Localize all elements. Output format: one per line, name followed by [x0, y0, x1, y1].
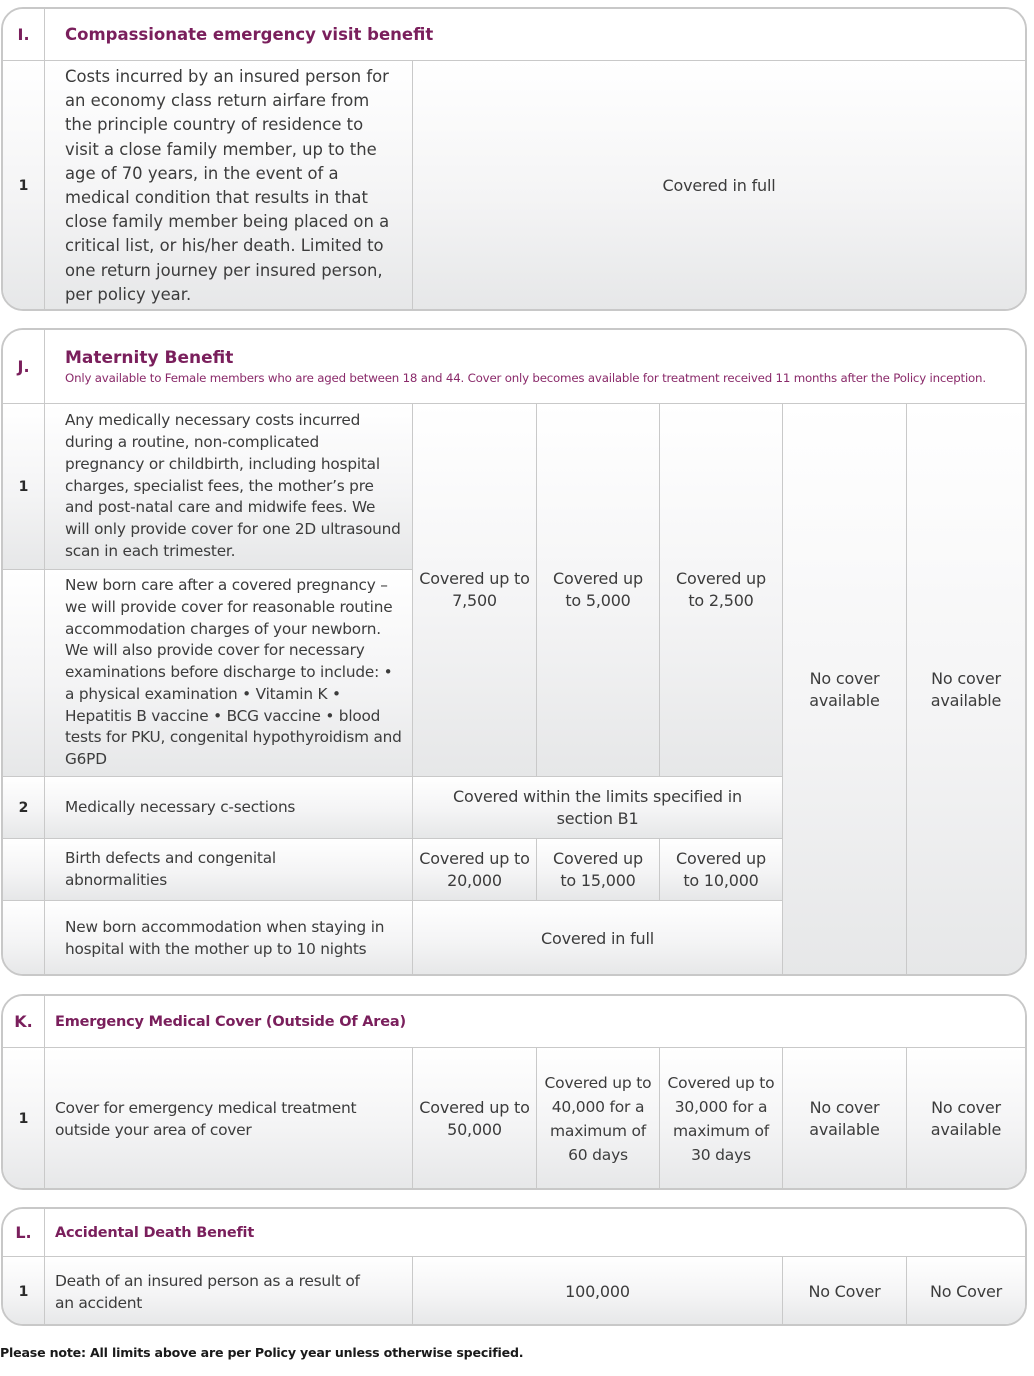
- benefit-value-plan-1: Covered up to 20,000: [413, 839, 537, 901]
- section-subtitle: Only available to Female members who are aged between 18 and 44. Cover only becomes available for treatment received 11 months after the Policy inception.: [65, 370, 986, 385]
- section-title: Maternity Benefit: [65, 347, 234, 368]
- row-number: 1: [3, 1048, 45, 1190]
- benefit-value-plan-1: Covered up to 50,000: [413, 1048, 537, 1190]
- section-title: Accidental Death Benefit: [55, 1224, 255, 1241]
- row-number: 1: [3, 1257, 45, 1326]
- section-letter: I.: [3, 9, 45, 61]
- benefit-value-plan-1: Covered up to 7,500: [413, 404, 537, 777]
- row-number: [3, 570, 45, 777]
- benefit-value-plan-2: Covered up to 5,000: [537, 404, 660, 777]
- section-i-table: [1, 7, 1027, 311]
- benefit-value-merged: Covered within the limits specified in section B1: [413, 777, 783, 839]
- benefit-value-plan-3: Covered up to 30,000 for a maximum of 30 days: [660, 1048, 783, 1190]
- section-letter: L.: [3, 1209, 45, 1257]
- benefit-value-plan-4: No cover available: [783, 1048, 907, 1190]
- section-l-table: [1, 1207, 1027, 1326]
- benefit-value-merged: 100,000: [413, 1257, 783, 1326]
- benefit-value-plan-4: No Cover: [783, 1257, 907, 1326]
- benefit-value-plan-5: No Cover: [907, 1257, 1025, 1326]
- benefit-value-plan-3: Covered up to 2,500: [660, 404, 783, 777]
- benefit-description: Any medically necessary costs incurred during a routine, non-complicated pregnancy or childbirth, including hospital charges, specialist fees, the mother’s pre and post-natal care and midwife fees. We will only provide cover for one 2D ultrasound scan in each trimester.: [45, 404, 413, 570]
- section-header: [45, 9, 1025, 61]
- section-header: [45, 330, 1025, 404]
- benefit-value-plan-4: No cover available: [783, 404, 907, 976]
- benefit-description: Death of an insured person as a result of an accident: [45, 1257, 413, 1326]
- row-number: [3, 901, 45, 976]
- row-number: 1: [3, 404, 45, 570]
- benefit-description: Medically necessary c-sections: [45, 777, 413, 839]
- section-j-table: [1, 328, 1027, 976]
- section-letter: K.: [3, 996, 45, 1048]
- benefit-value-plan-3: Covered up to 10,000: [660, 839, 783, 901]
- section-title: Emergency Medical Cover (Outside Of Area): [55, 1013, 406, 1030]
- footer-note: Please note: All limits above are per Policy year unless otherwise specified.: [0, 1345, 524, 1360]
- benefit-value-plan-5: No cover available: [907, 404, 1025, 976]
- section-header: [45, 996, 1025, 1048]
- section-title: Compassionate emergency visit benefit: [65, 24, 434, 44]
- row-number: 2: [3, 777, 45, 839]
- benefit-description: New born care after a covered pregnancy – we will provide cover for reasonable routine accommodation charges of your newborn. We will also provide cover for necessary examinations before discharge to include: • a physical examination • Vitamin K • Hepatitis B vaccine • BCG vaccine • blood tests for PKU, congenital hypothyroidism and G6PD: [45, 570, 413, 777]
- benefit-value: Covered in full: [413, 61, 1025, 311]
- row-number: [3, 839, 45, 901]
- benefit-value-plan-2: Covered up to 40,000 for a maximum of 60 days: [537, 1048, 660, 1190]
- benefit-value-plan-2: Covered up to 15,000: [537, 839, 660, 901]
- section-k-table: [1, 994, 1027, 1190]
- benefit-value-plan-5: No cover available: [907, 1048, 1025, 1190]
- section-header: [45, 1209, 1025, 1257]
- row-number: 1: [3, 61, 45, 311]
- benefit-description: Cover for emergency medical treatment outside your area of cover: [45, 1048, 413, 1190]
- benefit-description: Costs incurred by an insured person for an economy class return airfare from the principle country of residence to visit a close family member, up to the age of 70 years, in the event of a medical condition that results in that close family member being placed on a critical list, or his/her death. Limited to one return journey per insured person, per policy year.: [45, 61, 413, 311]
- section-letter: J.: [3, 330, 45, 404]
- benefit-description: New born accommodation when staying in hospital with the mother up to 10 nights: [45, 901, 413, 976]
- benefit-description: Birth defects and congenital abnormalities: [45, 839, 413, 901]
- benefit-value-merged: Covered in full: [413, 901, 783, 976]
